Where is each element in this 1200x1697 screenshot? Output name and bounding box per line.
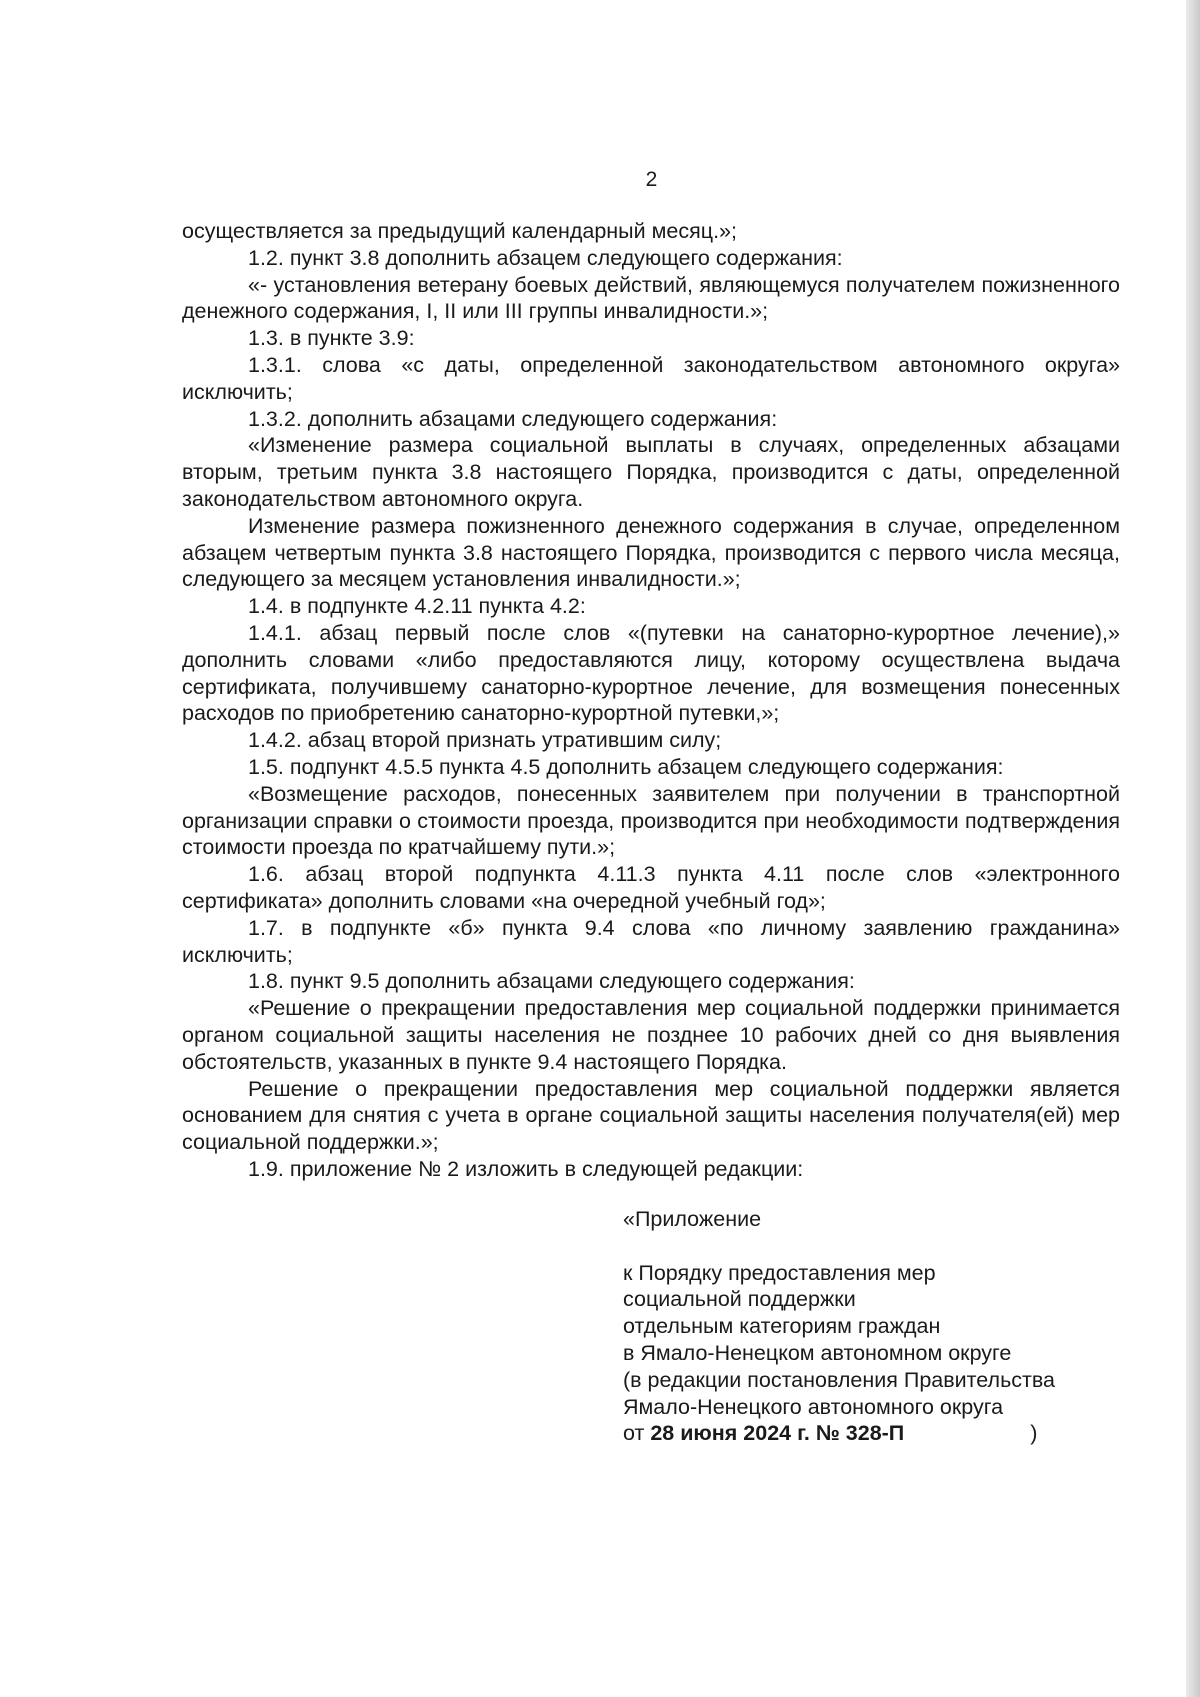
appendix-closing-paren: ) bbox=[1030, 1421, 1038, 1446]
paragraph: 1.4.1. абзац первый после слов «(путевки на санаторно-курортное лечение),» дополнить словами «либо предоставляются лицу, которому осуществлена выдача сертификата, получившему санаторно-курортное лечение, для возмещения понесенных расходов по приобретению санаторно-курортной путевки,»; bbox=[182, 620, 1120, 726]
paragraph: 1.9. приложение № 2 изложить в следующей редакции: bbox=[248, 1156, 804, 1181]
paragraph: осуществляется за предыдущий календарный месяц.»; bbox=[182, 219, 737, 243]
appendix-line: в Ямало-Ненецком автономном округе bbox=[623, 1340, 1012, 1365]
paragraph: 1.4. в подпункте 4.2.11 пункта 4.2: bbox=[248, 594, 586, 619]
paragraph: «Возмещение расходов, понесенных заявителем при получении в транспортной организации справки о стоимости проезда, производится при необходимости подтверждения стоимости проезда по кратчайшему пути.»; bbox=[182, 781, 1120, 860]
appendix-line: (в редакции постановления Правительства bbox=[623, 1367, 1056, 1392]
document-body bbox=[182, 218, 1120, 1183]
paragraph: 1.2. пункт 3.8 дополнить абзацем следующего содержания: bbox=[248, 245, 843, 270]
paragraph: Решение о прекращении предоставления мер социальной поддержки является основанием для снятия с учета в органе социальной защиты населения получателя(ей) мер социальной поддержки.»; bbox=[182, 1076, 1120, 1155]
paragraph: «Изменение размера социальной выплаты в случаях, определенных абзацами вторым, третьим пункта 3.8 настоящего Порядка, производится с даты, определенной законодательством автономного округа. bbox=[182, 433, 1120, 511]
appendix-date-value: 28 июня 2024 г. № 328-П bbox=[650, 1421, 905, 1446]
paragraph: 1.5. подпункт 4.5.5 пункта 4.5 дополнить абзацем следующего содержания: bbox=[248, 754, 1004, 779]
paragraph: 1.3.1. слова «с даты, определенной законодательством автономного округа» исключить; bbox=[182, 352, 1120, 404]
page-edge-shadow bbox=[1186, 0, 1200, 1697]
appendix-line: Ямало-Ненецкого автономного округа bbox=[623, 1394, 1004, 1419]
appendix-date-prefix: от bbox=[623, 1421, 651, 1446]
appendix-block bbox=[623, 1206, 1143, 1447]
appendix-line: к Порядку предоставления мер bbox=[623, 1260, 936, 1285]
appendix-gap bbox=[623, 1233, 1143, 1260]
page-number: 2 bbox=[645, 168, 658, 191]
appendix-line: социальной поддержки bbox=[623, 1287, 856, 1312]
paragraph: 1.7. в подпункте «б» пункта 9.4 слова «по личному заявлению гражданина» исключить; bbox=[182, 915, 1120, 967]
paragraph: Изменение размера пожизненного денежного содержания в случае, определенном абзацем четвертым пункта 3.8 настоящего Порядка, производится с первого числа месяца, следующего за месяцем установления инвалидности.»; bbox=[182, 513, 1120, 592]
paragraph: 1.3. в пункте 3.9: bbox=[248, 326, 415, 351]
paragraph: 1.3.2. дополнить абзацами следующего содержания: bbox=[248, 406, 778, 431]
paragraph: 1.4.2. абзац второй признать утратившим силу; bbox=[248, 728, 722, 753]
paragraph: 1.6. абзац второй подпункта 4.11.3 пункта 4.11 после слов «электронного сертификата» дополнить словами «на очередной учебный год»; bbox=[182, 862, 1120, 913]
paragraph: «- установления ветерану боевых действий, являющемуся получателем пожизненного денежного содержания, I, II или III группы инвалидности.»; bbox=[182, 272, 1120, 324]
appendix-date-line bbox=[623, 1420, 1143, 1447]
appendix-heading: «Приложение bbox=[623, 1207, 762, 1231]
appendix-line: отдельным категориям граждан bbox=[623, 1314, 941, 1339]
paragraph: 1.8. пункт 9.5 дополнить абзацами следующего содержания: bbox=[248, 969, 855, 994]
paragraph: «Решение о прекращении предоставления мер социальной поддержки принимается органом социальной защиты населения не позднее 10 рабочих дней со дня выявления обстоятельств, указанных в пункте 9.4 настоящего Порядка. bbox=[182, 996, 1120, 1074]
